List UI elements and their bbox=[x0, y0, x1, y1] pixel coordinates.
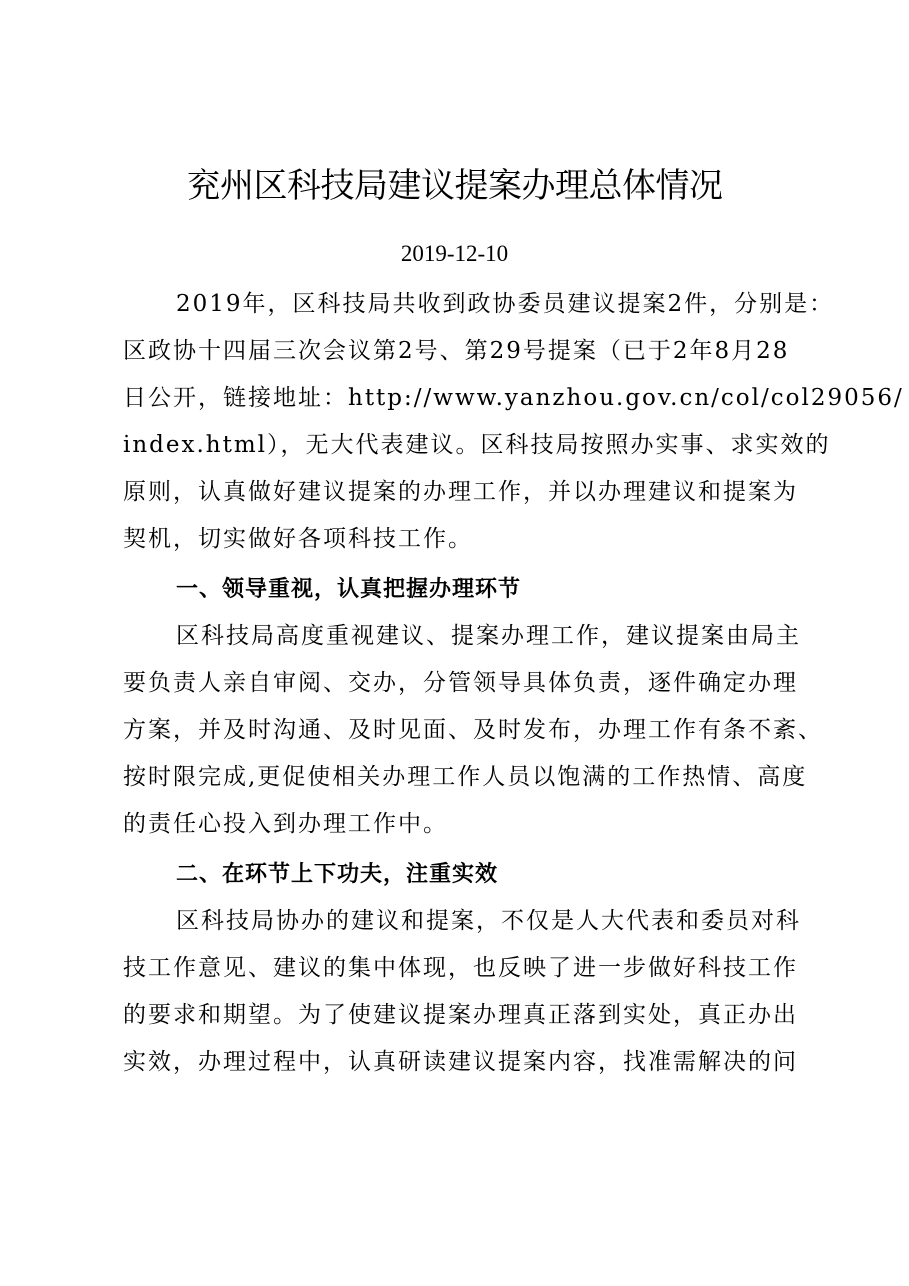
intro-line: 2019年，区科技局共收到政协委员建议提案2件，分别是： bbox=[176, 291, 835, 317]
section-line: 区科技局协办的建议和提案，不仅是人大代表和委员对科 bbox=[176, 908, 801, 934]
section-heading: 二、在环节上下功夫，注重实效 bbox=[176, 862, 499, 887]
document-title: 兖州区科技局建议提案办理总体情况 bbox=[186, 166, 723, 206]
section-line: 方案，并及时沟通、及时见面、及时发布，办理工作有条不紊、 bbox=[123, 717, 823, 743]
intro-line: 契机，切实做好各项科技工作。 bbox=[123, 526, 473, 552]
section-line: 区科技局高度重视建议、提案办理工作，建议提案由局主 bbox=[176, 623, 801, 649]
section-line: 技工作意见、建议的集中体现，也反映了进一步做好科技工作 bbox=[123, 955, 798, 981]
section-line: 要负责人亲自审阅、交办，分管领导具体负责，逐件确定办理 bbox=[123, 670, 798, 696]
section-line: 的要求和期望。为了使建议提案办理真正落到实处，真正办出 bbox=[123, 1002, 798, 1028]
section-line: 按时限完成,更促使相关办理工作人员以饱满的工作热情、高度 bbox=[123, 764, 808, 790]
intro-line: 日公开，链接地址：http://www.yanzhou.gov.cn/col/col29056/ bbox=[123, 385, 904, 411]
intro-line: 区政协十四届三次会议第2号、第29号提案（已于2年8月28 bbox=[123, 338, 790, 364]
section-line: 实效，办理过程中，认真研读建议提案内容，找准需解决的问 bbox=[123, 1049, 798, 1075]
section-heading: 一、领导重视，认真把握办理环节 bbox=[176, 577, 522, 602]
section-line: 的责任心投入到办理工作中。 bbox=[123, 811, 448, 837]
intro-line: 原则，认真做好建议提案的办理工作，并以办理建议和提案为 bbox=[123, 479, 798, 505]
document-date: 2019-12-10 bbox=[400, 241, 509, 266]
intro-line: index.html），无大代表建议。区科技局按照办实事、求实效的 bbox=[123, 432, 831, 458]
